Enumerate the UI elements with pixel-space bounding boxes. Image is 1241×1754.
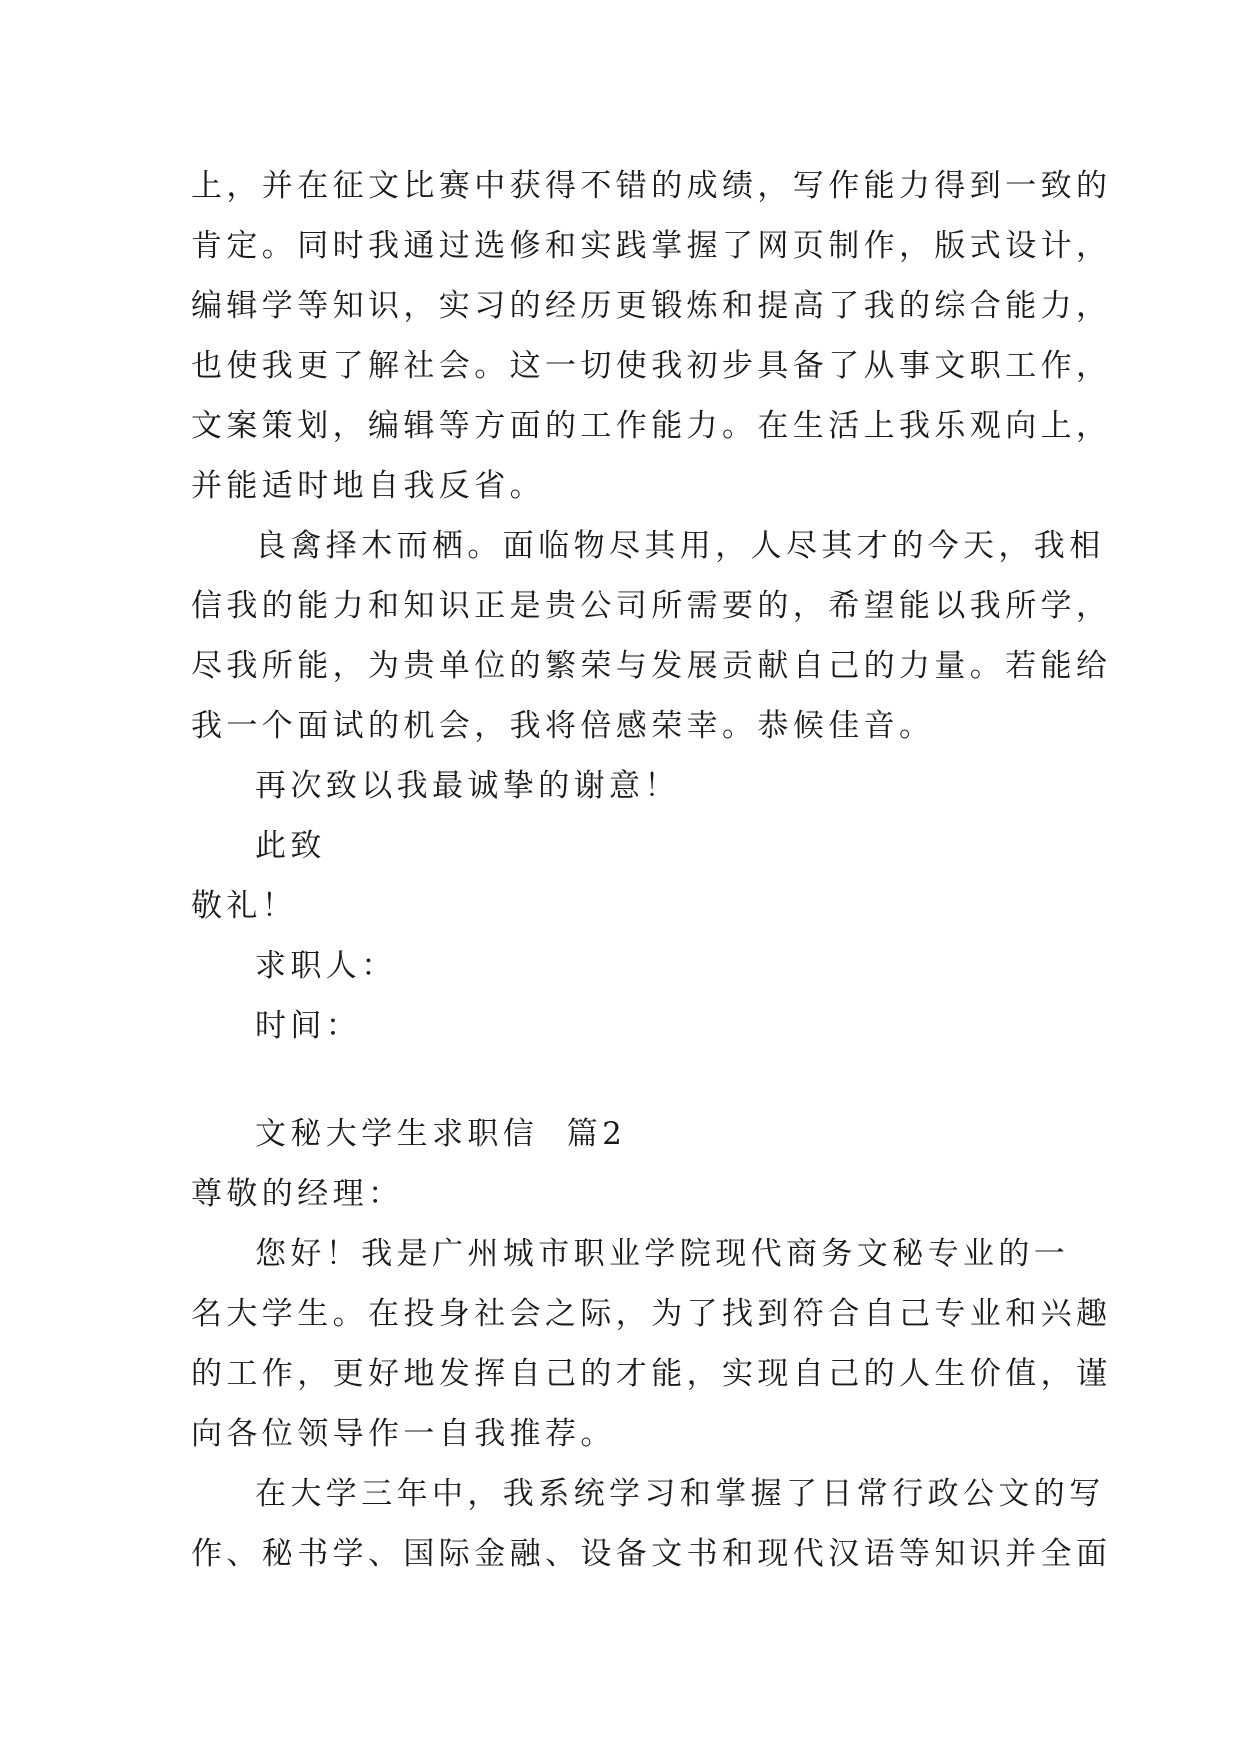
- paragraph-1-line-1: 上，并在征文比赛中获得不错的成绩，写作能力得到一致的: [191, 168, 1112, 204]
- paragraph-1-line-6: 并能适时地自我反省。: [191, 468, 545, 504]
- paragraph-4-line-2: 作、秘书学、国际金融、设备文书和现代汉语等知识并全面: [191, 1536, 1112, 1572]
- paragraph-2-line-2: 信我的能力和知识正是贵公司所需要的，希望能以我所学，: [191, 588, 1112, 624]
- paragraph-3-line-4: 向各位领导作一自我推荐。: [191, 1416, 616, 1452]
- closing-ci-zhi: 此致: [255, 828, 326, 864]
- paragraph-2-line-4: 我一个面试的机会，我将倍感荣幸。恭候佳音。: [191, 708, 935, 744]
- thanks-line: 再次致以我最诚挚的谢意！: [255, 768, 680, 804]
- paragraph-1-line-4: 也使我更了解社会。这一切使我初步具备了从事文职工作，: [191, 348, 1112, 384]
- date-label: 时间：: [255, 1008, 362, 1044]
- applicant-label: 求职人：: [255, 948, 397, 984]
- closing-jing-li: 敬礼！: [191, 888, 298, 924]
- paragraph-2-line-3: 尽我所能，为贵单位的繁荣与发展贡献自己的力量。若能给: [191, 648, 1112, 684]
- paragraph-2-line-1: 良禽择木而栖。面临物尽其用，人尽其才的今天，我相: [255, 528, 1105, 564]
- paragraph-4-line-1: 在大学三年中，我系统学习和掌握了日常行政公文的写: [255, 1476, 1105, 1512]
- paragraph-1-line-3: 编辑学等知识，实习的经历更锻炼和提高了我的综合能力，: [191, 288, 1112, 324]
- section-title: 文秘大学生求职信 篇2: [255, 1116, 627, 1152]
- paragraph-3-line-1: 您好！我是广州城市职业学院现代商务文秘专业的一: [255, 1236, 1070, 1272]
- salutation: 尊敬的经理：: [191, 1176, 404, 1212]
- paragraph-3-line-3: 的工作，更好地发挥自己的才能，实现自己的人生价值，谨: [191, 1356, 1112, 1392]
- paragraph-1-line-2: 肯定。同时我通过选修和实践掌握了网页制作，版式设计，: [191, 228, 1112, 264]
- paragraph-3-line-2: 名大学生。在投身社会之际，为了找到符合自己专业和兴趣: [191, 1296, 1112, 1332]
- paragraph-1-line-5: 文案策划，编辑等方面的工作能力。在生活上我乐观向上，: [191, 408, 1112, 444]
